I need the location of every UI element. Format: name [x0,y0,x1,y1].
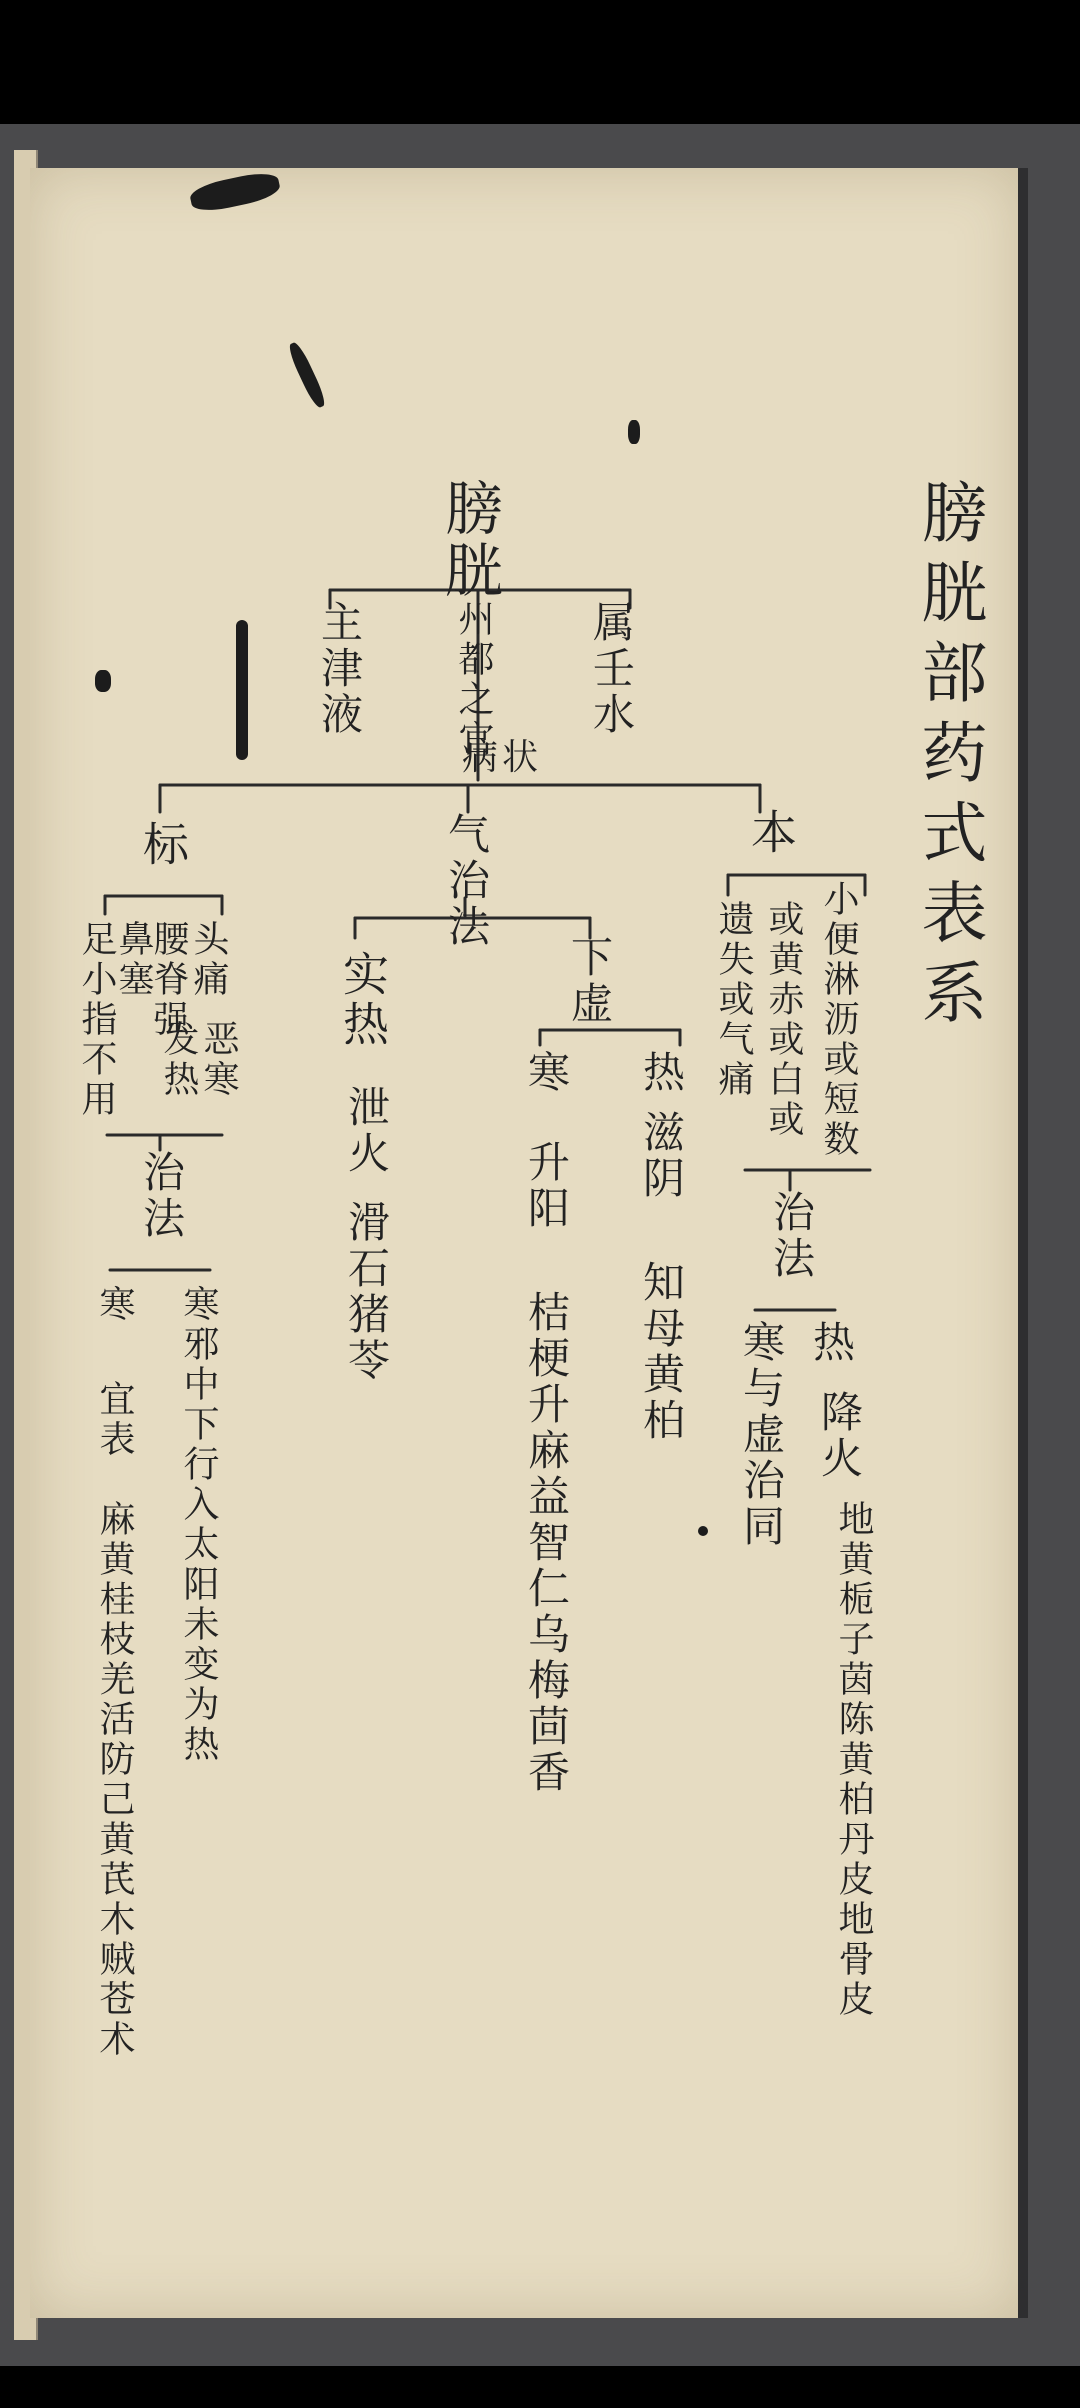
biao-symptoms-col3: 恶寒 [198,1020,239,1100]
ben-symptom-2: 或黄赤或白或 [763,900,804,1140]
qi-shi-method: 泄火 [342,1085,391,1177]
branch-right: 属壬水 [587,600,636,738]
bottom-bar [0,2366,1080,2408]
page-title: 膀胱部药式表系 [910,478,987,1038]
biao-han-method: 宜表 [94,1380,135,1460]
ben-re-herbs: 地黄栀子茵陈黄柏丹皮地骨皮 [833,1500,874,2020]
qi-xu-han-method: 升阳 [522,1140,571,1232]
ink-blot [698,1526,708,1536]
qi-shi: 实热 [336,950,390,1050]
ben-symptom-1: 小便淋沥或短数 [818,880,859,1160]
page-binding [1018,168,1028,2318]
biao-symptoms-col1: 头痛 [188,920,229,1000]
biao-node: 标 [136,820,190,870]
ben-symptom-3: 遗失或气痛 [713,900,754,1100]
branch-middle: 州都之官 [453,600,494,760]
ben-treatment-label: 治法 [767,1190,816,1282]
qi-xu-han: 寒 [522,1050,571,1096]
ink-blot [628,420,640,444]
ben-re: 热 [807,1320,856,1366]
biao-herbs: 麻黄桂枝羌活防己黄芪木贼苍术 [94,1500,135,2060]
ben-node: 本 [744,808,798,858]
qi-shi-herbs: 滑石猪苓 [342,1200,391,1384]
ben-han-note: 寒与虚治同 [737,1320,786,1550]
qi-xu-re-method: 滋阴 [637,1110,686,1202]
biao-symptoms-col2: 腰脊强 [148,920,189,1040]
ben-re-method: 降火 [815,1390,864,1482]
biao-symptoms-col5: 鼻塞 [113,920,154,1000]
middle-node: 病状 [462,737,543,778]
root-node: 膀胱 [435,478,503,602]
biao-treatment-label: 治法 [137,1150,186,1242]
biao-symptoms-col6: 足小指不用 [76,920,117,1120]
qi-xu: 下虚 [565,935,614,1027]
ink-blot [236,620,248,760]
biao-han: 寒 [94,1285,135,1325]
top-bar [0,0,1080,124]
qi-xu-re: 热 [637,1050,686,1096]
branch-left: 主津液 [315,600,364,738]
qi-node: 气治法 [442,812,491,950]
qi-xu-re-herbs: 知母黄柏 [637,1260,686,1444]
biao-symptoms-col4: 发热 [158,1020,199,1100]
ink-blot [95,670,111,692]
qi-xu-han-herbs: 桔梗升麻益智仁乌梅茴香 [522,1290,571,1796]
biao-re-note: 寒邪中下行入太阳未变为热 [178,1285,219,1765]
